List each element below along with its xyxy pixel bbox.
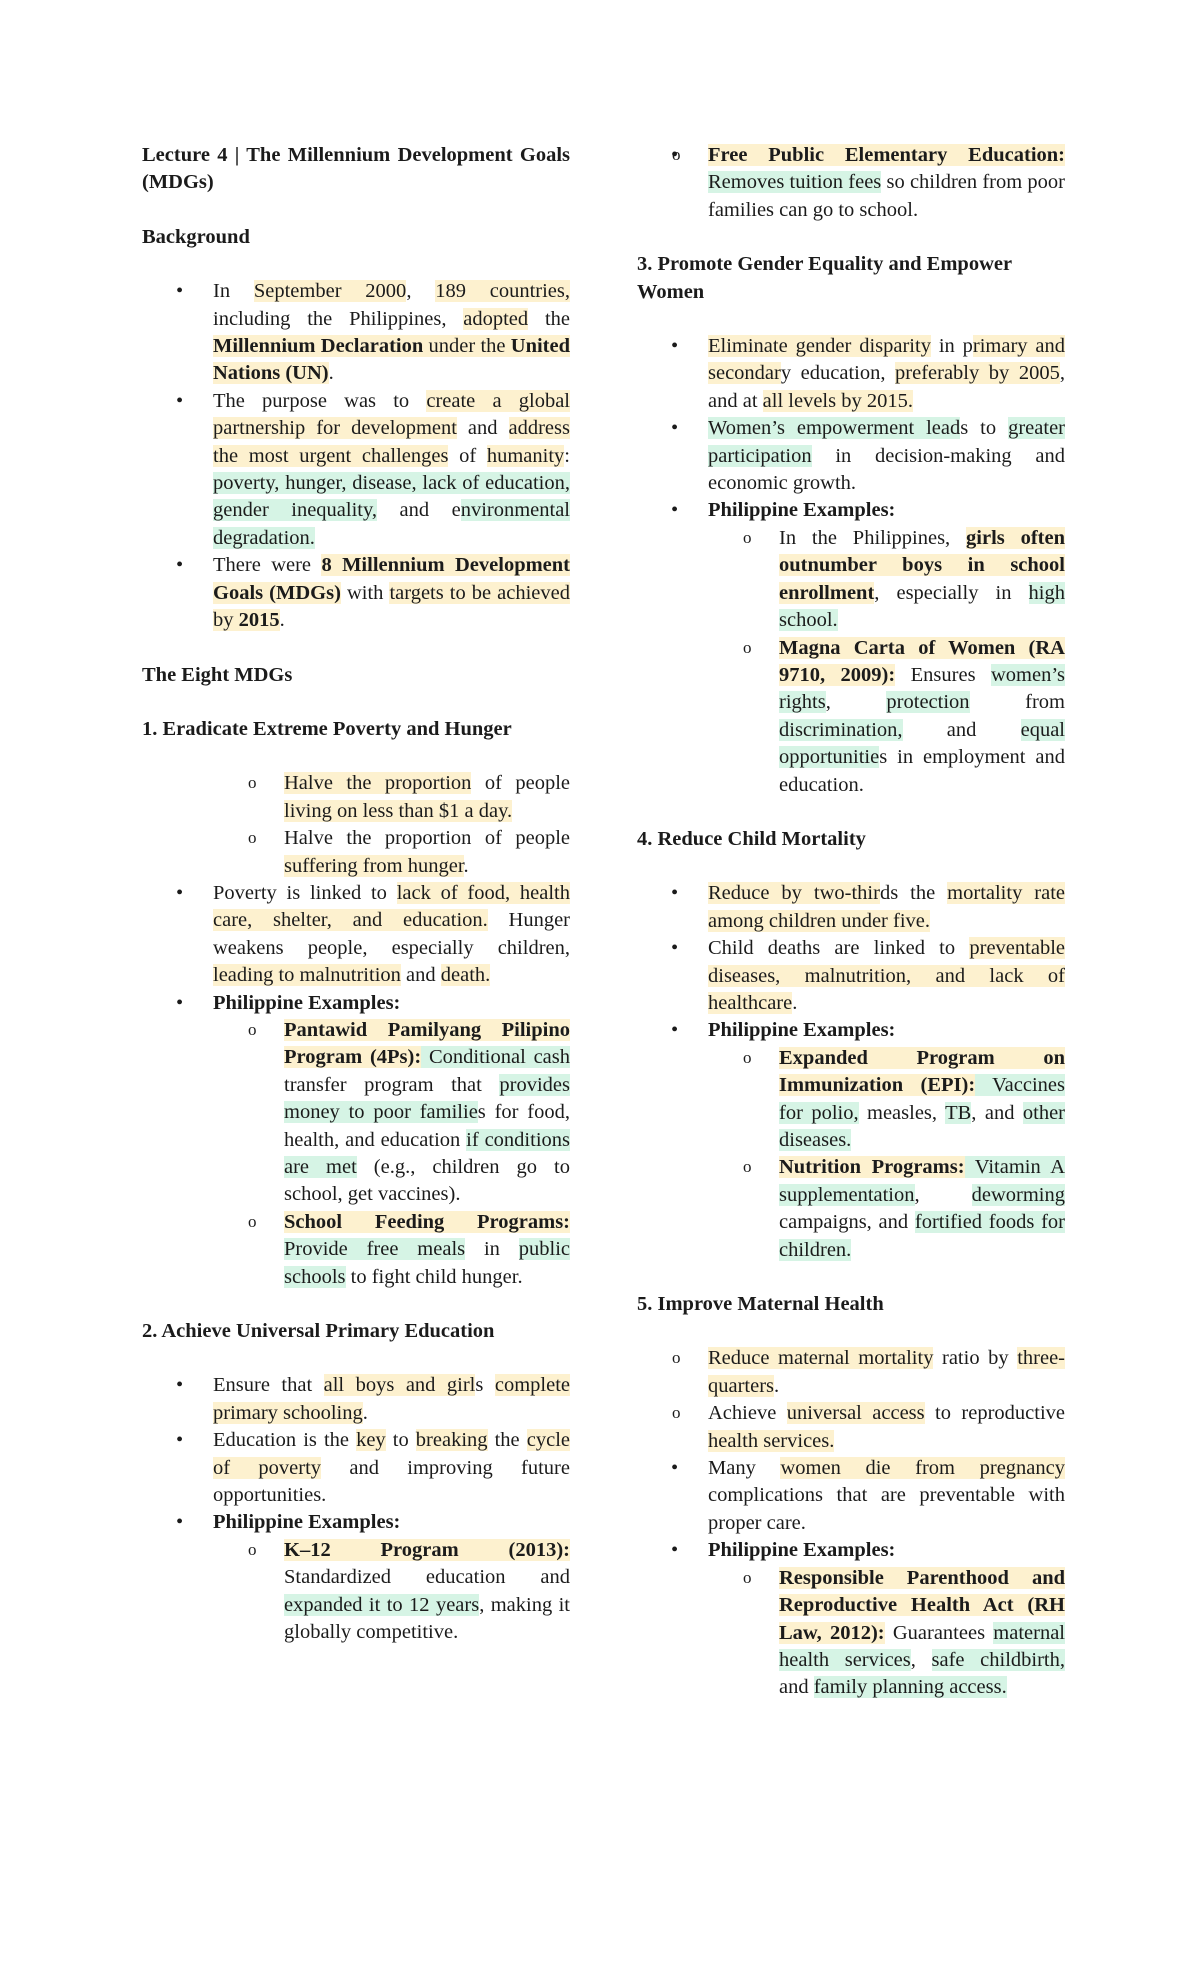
goal5-example-rh-law: o Responsible Parenthood and Reproductive Health Act (RH Law, 2012): Guarantees maternal health services, safe childbirth, and family planning access.: [708, 1565, 1065, 1702]
background-bullet-3: • There were 8 Millennium Development Goals (MDGs) with targets to be achieved by 2015.: [142, 552, 570, 634]
goal5-list: [637, 1455, 1065, 1702]
goal2-heading: 2. Achieve Universal Primary Education: [142, 1320, 495, 1343]
goal1-philippine-examples: • Philippine Examples: o Pantawid Pamilyang Pilipino Program (4Ps): Conditional cash transfer program that provides money to poor families for food, health, and education if conditions are met (e.g., children go to school, get vaccines). o School Feeding Programs: Provide free meals in public schools to fight child hunger.: [142, 990, 570, 1291]
goal1-example-4ps: o Pantawid Pamilyang Pilipino Program (4Ps): Conditional cash transfer program that provides money to poor families for food, health, and education if conditions are met (e.g., children go to school, get vaccines).: [213, 1017, 570, 1209]
background-list: [142, 278, 570, 634]
goal1-target-2: o Halve the proportion of people suffering from hunger.: [142, 825, 570, 880]
goal4-heading: 4. Reduce Child Mortality: [637, 827, 866, 850]
goal3-example-magna-carta: o Magna Carta of Women (RA 9710, 2009): Ensures women’s rights, protection from discrimination, and equal opportunities in employment and education.: [708, 635, 1065, 799]
goal3-example-enrollment: o In the Philippines, girls often outnumber boys in school enrollment, especially in high school.: [708, 525, 1065, 635]
goal4-bullet-2: • Child deaths are linked to preventable diseases, malnutrition, and lack of healthcare.: [637, 935, 1065, 1017]
goal4-philippine-examples: • Philippine Examples: o Expanded Program on Immunization (EPI): Vaccines for polio, measles, TB, and other diseases. o Nutrition Programs: Vitamin A supplementation, deworming campaigns, and fortified foods for children.: [637, 1017, 1065, 1264]
goal5-target-1: o Reduce maternal mortality ratio by three-quarters.: [637, 1345, 1065, 1400]
goal2-example-free-education: o • Free Public Elementary Education: Removes tuition fees so children from poor families can go to school.: [637, 142, 1065, 224]
goal2-example-k12: o K–12 Program (2013): Standardized education and expanded it to 12 years, making it globally competitive.: [213, 1537, 570, 1647]
goal1-bullet-1: • Poverty is linked to lack of food, health care, shelter, and education. Hunger weakens people, especially children, leading to malnutrition and death.: [142, 880, 570, 990]
goal4-bullet-1: • Reduce by two-thirds the mortality rate among children under five.: [637, 880, 1065, 935]
goal4-example-epi: o Expanded Program on Immunization (EPI): Vaccines for polio, measles, TB, and other diseases.: [708, 1045, 1065, 1155]
goal3-bullet-2: • Women’s empowerment leads to greater participation in decision-making and economic growth.: [637, 415, 1065, 497]
goal3-list: [637, 333, 1065, 799]
goal5-heading: 5. Improve Maternal Health: [637, 1293, 884, 1316]
goal2-bullet-2: • Education is the key to breaking the cycle of poverty and improving future opportunities.: [142, 1427, 570, 1509]
background-bullet-2: • The purpose was to create a global partnership for development and address the most urgent challenges of humanity: poverty, hunger, disease, lack of education, gender inequality, and environmental degradation.: [142, 388, 570, 552]
goal2-philippine-examples: • Philippine Examples: o K–12 Program (2013): Standardized education and expanded it to 12 years, making it globally competitive.: [142, 1509, 570, 1646]
right-column: [637, 142, 1065, 1702]
goal1-heading: 1. Eradicate Extreme Poverty and Hunger: [142, 717, 512, 740]
goal5-target-2: o Achieve universal access to reproductive health services.: [637, 1400, 1065, 1455]
goal1-targets: [142, 770, 570, 880]
goal2-list: [142, 1372, 570, 1646]
lecture-title: Lecture 4 | The Millennium Development Goals (MDGs): [142, 144, 570, 194]
left-column: [142, 142, 570, 1647]
goal1-example-school-feeding: o School Feeding Programs: Provide free meals in public schools to fight child hunger.: [213, 1209, 570, 1291]
goal5-bullet-1: • Many women die from pregnancy complications that are preventable with proper care.: [637, 1455, 1065, 1537]
goal3-heading: 3. Promote Gender Equality and Empower Women: [637, 253, 1012, 303]
background-heading: Background: [142, 225, 250, 248]
eight-mdgs-heading: The Eight MDGs: [142, 663, 293, 686]
goal1-target-1: o Halve the proportion of people living on less than $1 a day.: [142, 770, 570, 825]
background-bullet-1: • In September 2000, 189 countries, including the Philippines, adopted the Millennium Declaration under the United Nations (UN).: [142, 278, 570, 388]
goal1-list: [142, 880, 570, 1291]
goal3-bullet-1: • Eliminate gender disparity in primary and secondary education, preferably by 2005, and at all levels by 2015.: [637, 333, 1065, 415]
goal3-philippine-examples: • Philippine Examples: o In the Philippines, girls often outnumber boys in school enrollment, especially in high school. o Magna Carta of Women (RA 9710, 2009): Ensures women’s rights, protection from discrimination, and equal opportunities in employment and education.: [637, 497, 1065, 798]
goal5-philippine-examples: • Philippine Examples: o Responsible Parenthood and Reproductive Health Act (RH Law, 2012): Guarantees maternal health services, safe childbirth, and family planning access.: [637, 1537, 1065, 1701]
goal2-bullet-1: • Ensure that all boys and girls complete primary schooling.: [142, 1372, 570, 1427]
goal4-list: [637, 880, 1065, 1264]
goal4-example-nutrition: o Nutrition Programs: Vitamin A supplementation, deworming campaigns, and fortified foods for children.: [708, 1154, 1065, 1264]
goal5-targets: [637, 1345, 1065, 1455]
